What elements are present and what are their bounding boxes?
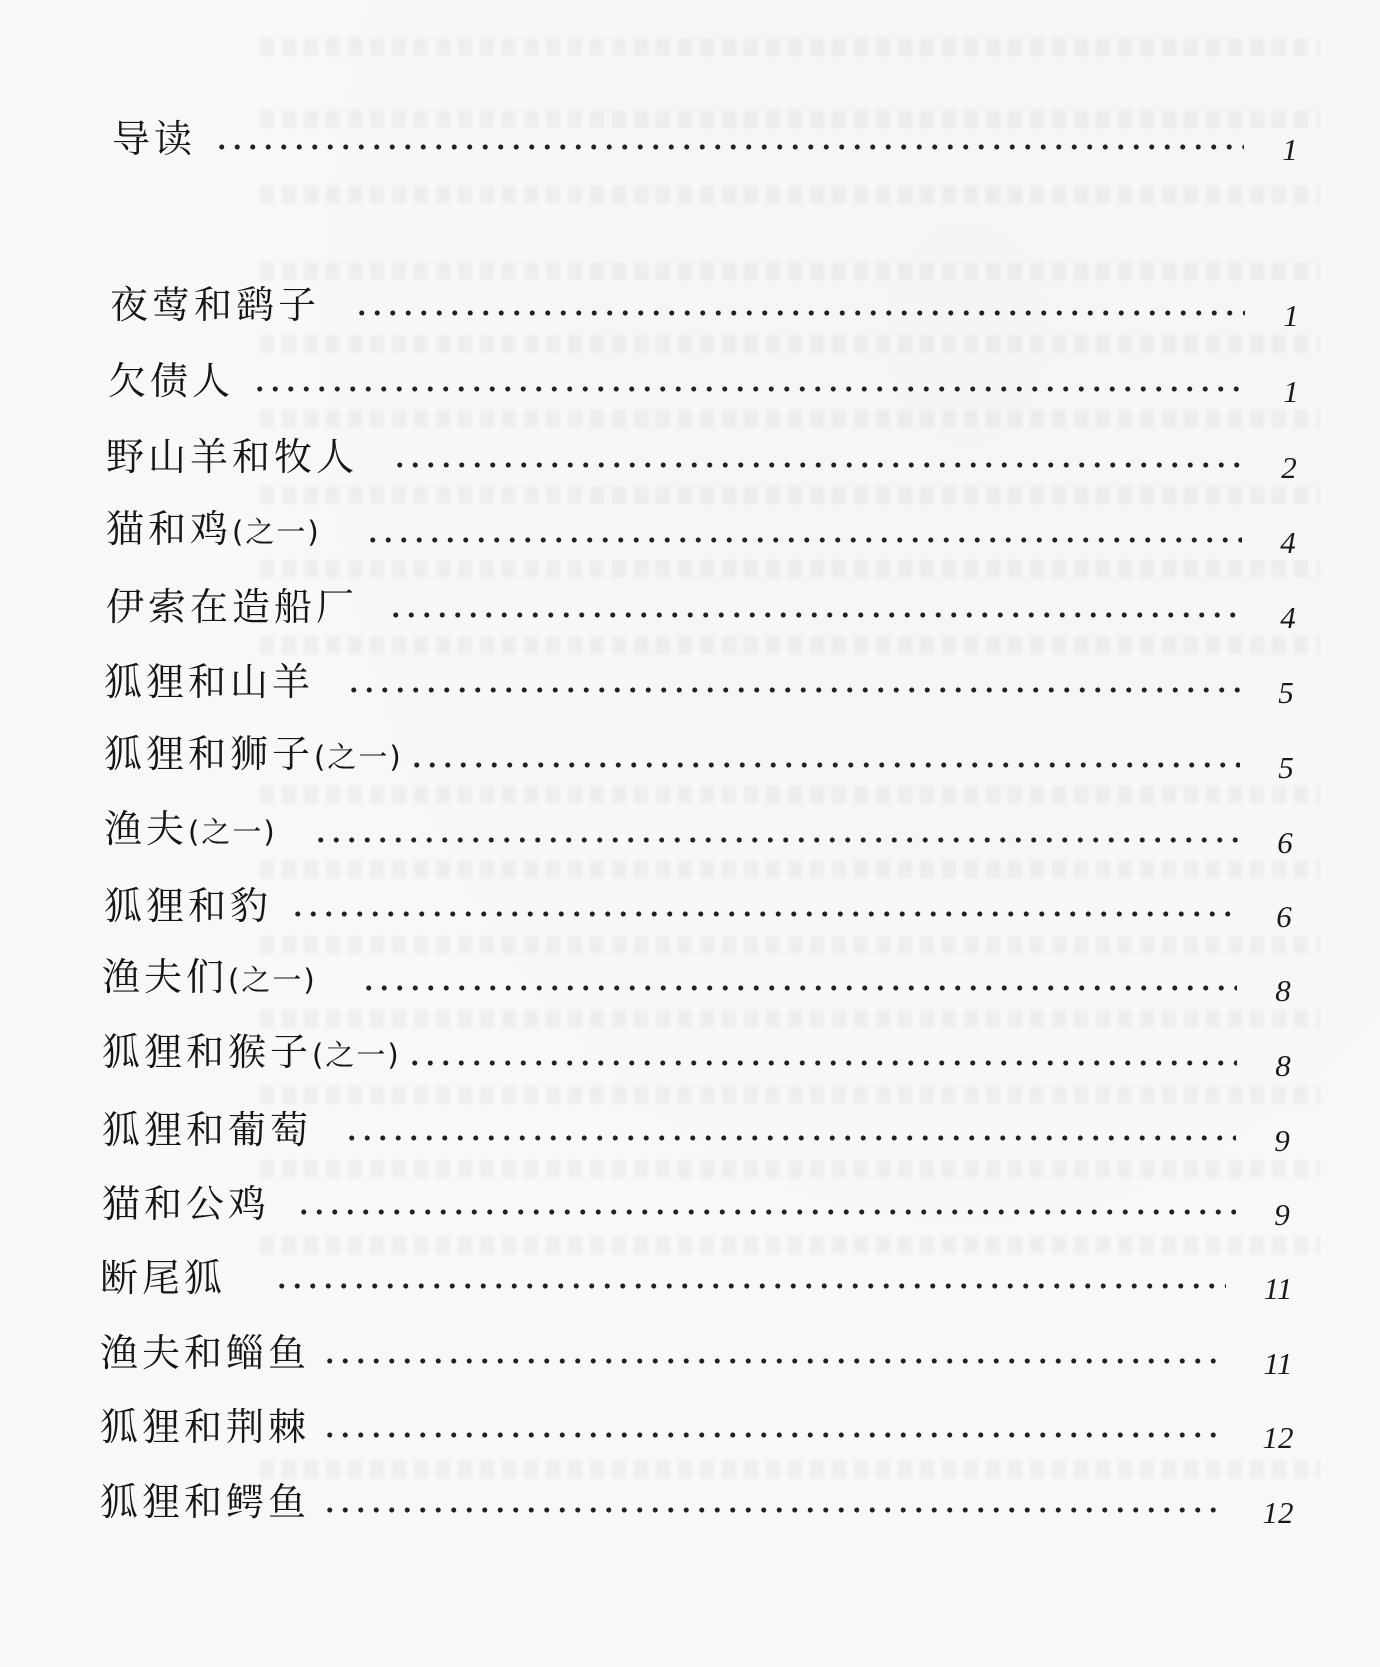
dot-leader xyxy=(322,1475,1226,1529)
toc-entry[interactable] xyxy=(100,1475,1300,1529)
dot-leader xyxy=(407,1028,1237,1082)
toc-entry-title: 欠债人 xyxy=(108,359,235,403)
toc-entry[interactable] xyxy=(104,805,1307,859)
toc-entry-page: 1 xyxy=(1282,132,1298,167)
toc-entry[interactable] xyxy=(100,1400,1300,1454)
toc-entry[interactable] xyxy=(102,953,1305,1007)
toc-entry[interactable] xyxy=(100,1326,1300,1380)
dot-leader xyxy=(322,1326,1226,1380)
toc-entry[interactable] xyxy=(108,354,1313,408)
toc-entry-title: 狐狸和猴子(之一) xyxy=(102,1030,401,1074)
toc-entry-page: 5 xyxy=(1278,675,1294,710)
toc-entry[interactable] xyxy=(106,430,1311,484)
toc-entry-title: 野山羊和牧人 xyxy=(106,435,359,479)
toc-entry-title: 渔夫和鲻鱼 xyxy=(100,1331,311,1375)
toc-entry[interactable] xyxy=(102,1103,1304,1157)
toc-entry-title: 导读 xyxy=(112,117,197,161)
toc-entry-page: 6 xyxy=(1277,825,1293,860)
dot-leader xyxy=(322,1400,1226,1454)
toc-entry-page: 1 xyxy=(1283,374,1299,409)
toc-entry-title: 狐狸和葡萄 xyxy=(102,1108,313,1152)
dot-leader xyxy=(409,730,1240,784)
toc-entry-title: 渔夫(之一) xyxy=(104,807,277,851)
toc-entry-page: 2 xyxy=(1281,450,1297,485)
toc-entry-subtitle: (之一) xyxy=(232,515,321,549)
dot-leader xyxy=(365,505,1242,559)
toc-entry[interactable] xyxy=(102,1177,1304,1231)
toc-entry-title: 狐狸和狮子(之一) xyxy=(104,732,403,776)
toc-entry[interactable] xyxy=(110,278,1313,332)
dot-leader xyxy=(346,655,1240,709)
toc-entry[interactable] xyxy=(104,730,1308,784)
toc-entry-page: 5 xyxy=(1278,750,1294,785)
toc-entry-title: 猫和公鸡 xyxy=(102,1182,271,1226)
toc-entry-page: 8 xyxy=(1275,1048,1291,1083)
dot-leader xyxy=(214,112,1244,166)
toc-entry-title: 猫和鸡(之一) xyxy=(106,507,321,551)
toc-entry-subtitle: (之一) xyxy=(188,815,277,849)
toc-entry-subtitle: (之一) xyxy=(312,1038,401,1072)
toc-entry[interactable] xyxy=(102,1028,1305,1082)
dot-leader xyxy=(354,278,1245,332)
dot-leader xyxy=(296,1177,1236,1231)
toc-entry-page: 1 xyxy=(1283,298,1299,333)
toc-entry[interactable] xyxy=(106,505,1310,559)
toc-entry-subtitle: (之一) xyxy=(228,963,317,997)
toc-entry-page: 4 xyxy=(1280,525,1296,560)
dot-leader xyxy=(274,1251,1226,1305)
toc-entry-title: 伊索在造船厂 xyxy=(106,585,359,629)
toc-entry-title: 狐狸和山羊 xyxy=(104,660,315,704)
toc-entry-page: 11 xyxy=(1263,1346,1293,1381)
toc-entry-title: 狐狸和豹 xyxy=(104,884,273,928)
toc-entry[interactable] xyxy=(104,655,1308,709)
dot-leader xyxy=(392,430,1243,484)
toc-entry-page: 12 xyxy=(1262,1495,1294,1530)
toc-entry-page: 4 xyxy=(1280,600,1296,635)
dot-leader xyxy=(290,879,1238,933)
toc-entry[interactable] xyxy=(100,1251,1300,1305)
toc-entry-page: 11 xyxy=(1263,1271,1293,1306)
toc-entry-title: 断尾狐 xyxy=(100,1256,227,1300)
toc-entry[interactable] xyxy=(104,879,1306,933)
toc-entry-page: 9 xyxy=(1274,1123,1290,1158)
dot-leader xyxy=(344,1103,1236,1157)
toc-entry-title: 狐狸和荆棘 xyxy=(100,1405,311,1449)
toc-entry-title: 渔夫们(之一) xyxy=(102,955,317,999)
dot-leader xyxy=(361,953,1237,1007)
toc-entry-page: 6 xyxy=(1276,899,1292,934)
toc-entry-subtitle: (之一) xyxy=(314,740,403,774)
toc-entry-page: 12 xyxy=(1262,1420,1294,1455)
dot-leader xyxy=(252,354,1245,408)
toc-entry[interactable] xyxy=(106,580,1310,634)
dot-leader xyxy=(388,580,1242,634)
toc-entry-page: 9 xyxy=(1274,1197,1290,1232)
dot-leader xyxy=(313,805,1239,859)
toc-entry-title: 狐狸和鳄鱼 xyxy=(100,1480,311,1524)
toc-entry-intro[interactable] xyxy=(112,112,1312,166)
toc-entry-title: 夜莺和鹞子 xyxy=(110,283,321,327)
toc-entry-page: 8 xyxy=(1275,973,1291,1008)
